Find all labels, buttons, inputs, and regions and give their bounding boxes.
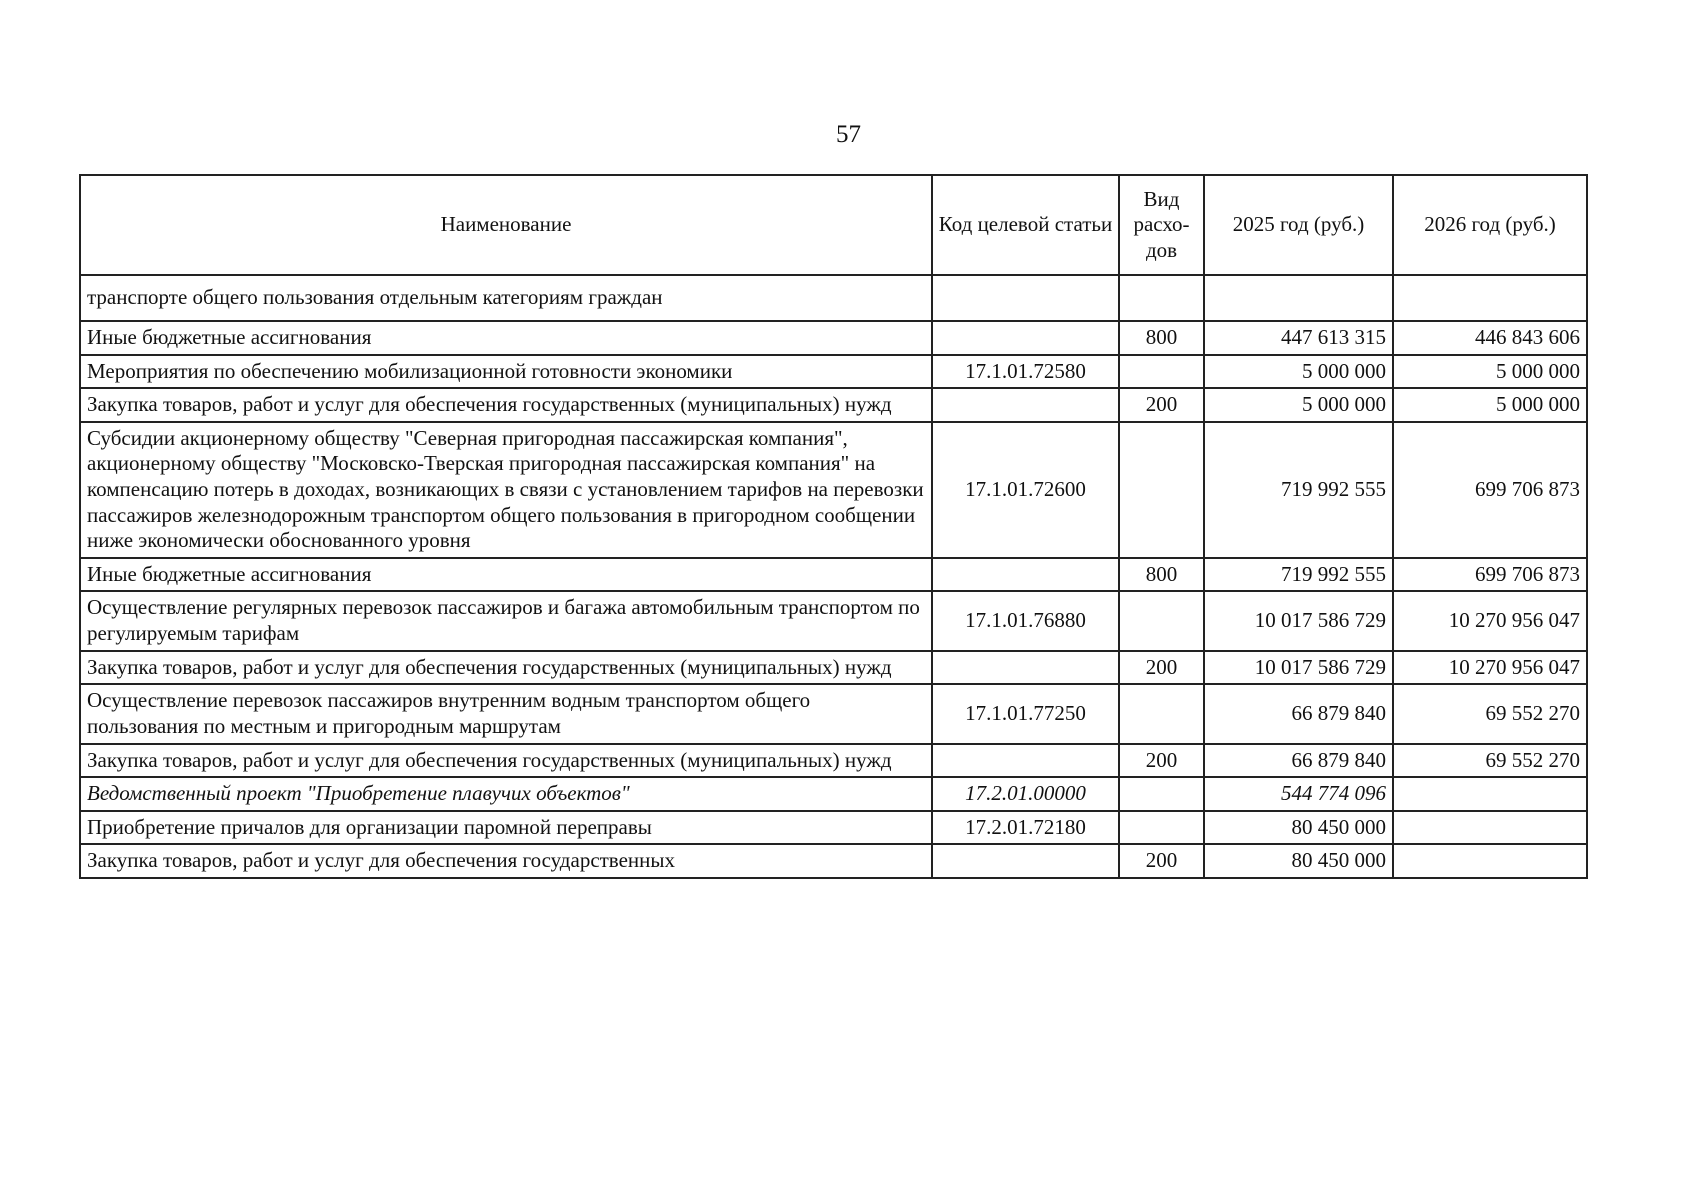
cell-amount-2026: 69 552 270 xyxy=(1393,684,1587,743)
cell-name: Закупка товаров, работ и услуг для обеспечения государственных (муниципальных) нужд xyxy=(80,388,932,422)
table-row xyxy=(80,811,1587,845)
cell-target-code: 17.2.01.72180 xyxy=(932,811,1119,845)
header-2025: 2025 год (руб.) xyxy=(1204,175,1393,275)
cell-amount-2025: 10 017 586 729 xyxy=(1204,591,1393,650)
cell-amount-2025: 80 450 000 xyxy=(1204,811,1393,845)
cell-target-code: 17.1.01.76880 xyxy=(932,591,1119,650)
cell-amount-2026 xyxy=(1393,844,1587,878)
cell-amount-2025: 5 000 000 xyxy=(1204,388,1393,422)
cell-expense-type: 200 xyxy=(1119,844,1204,878)
cell-amount-2026 xyxy=(1393,777,1587,811)
budget-table xyxy=(79,174,1588,879)
table-row xyxy=(80,591,1587,650)
table-row xyxy=(80,684,1587,743)
cell-amount-2026: 699 706 873 xyxy=(1393,422,1587,558)
cell-expense-type xyxy=(1119,811,1204,845)
cell-expense-type xyxy=(1119,777,1204,811)
cell-name: Иные бюджетные ассигнования xyxy=(80,321,932,355)
header-2026: 2026 год (руб.) xyxy=(1393,175,1587,275)
cell-amount-2026: 10 270 956 047 xyxy=(1393,591,1587,650)
cell-amount-2025: 447 613 315 xyxy=(1204,321,1393,355)
cell-expense-type xyxy=(1119,684,1204,743)
table-row xyxy=(80,777,1587,811)
cell-target-code: 17.1.01.72580 xyxy=(932,355,1119,389)
cell-target-code: 17.1.01.72600 xyxy=(932,422,1119,558)
cell-name: Иные бюджетные ассигнования xyxy=(80,558,932,592)
cell-name: Ведомственный проект "Приобретение плавучих объектов" xyxy=(80,777,932,811)
table-row xyxy=(80,321,1587,355)
cell-expense-type: 200 xyxy=(1119,744,1204,778)
cell-target-code xyxy=(932,558,1119,592)
cell-expense-type: 200 xyxy=(1119,651,1204,685)
cell-target-code: 17.1.01.77250 xyxy=(932,684,1119,743)
cell-amount-2025: 80 450 000 xyxy=(1204,844,1393,878)
table-row xyxy=(80,388,1587,422)
cell-expense-type: 800 xyxy=(1119,558,1204,592)
cell-amount-2026: 69 552 270 xyxy=(1393,744,1587,778)
cell-amount-2026: 699 706 873 xyxy=(1393,558,1587,592)
cell-amount-2025: 5 000 000 xyxy=(1204,355,1393,389)
cell-amount-2026: 5 000 000 xyxy=(1393,355,1587,389)
cell-name: Закупка товаров, работ и услуг для обеспечения государственных (муниципальных) нужд xyxy=(80,744,932,778)
cell-amount-2025: 66 879 840 xyxy=(1204,684,1393,743)
cell-amount-2026: 5 000 000 xyxy=(1393,388,1587,422)
table-row xyxy=(80,558,1587,592)
cell-amount-2025: 719 992 555 xyxy=(1204,558,1393,592)
cell-target-code xyxy=(932,844,1119,878)
cell-name: Закупка товаров, работ и услуг для обеспечения государственных (муниципальных) нужд xyxy=(80,651,932,685)
table-row xyxy=(80,422,1587,558)
header-row xyxy=(80,175,1587,275)
table-row xyxy=(80,275,1587,321)
header-kind: Вид расхо-дов xyxy=(1119,175,1204,275)
header-name: Наименование xyxy=(80,175,932,275)
cell-expense-type xyxy=(1119,355,1204,389)
header-code: Код целевой статьи xyxy=(932,175,1119,275)
cell-target-code xyxy=(932,321,1119,355)
cell-expense-type xyxy=(1119,275,1204,321)
table-row xyxy=(80,744,1587,778)
cell-target-code xyxy=(932,651,1119,685)
cell-target-code xyxy=(932,275,1119,321)
cell-name: Приобретение причалов для организации паромной переправы xyxy=(80,811,932,845)
cell-amount-2026 xyxy=(1393,811,1587,845)
table-row xyxy=(80,844,1587,878)
cell-amount-2025: 66 879 840 xyxy=(1204,744,1393,778)
cell-amount-2026: 446 843 606 xyxy=(1393,321,1587,355)
cell-amount-2026 xyxy=(1393,275,1587,321)
cell-amount-2025 xyxy=(1204,275,1393,321)
cell-expense-type: 800 xyxy=(1119,321,1204,355)
cell-amount-2025: 10 017 586 729 xyxy=(1204,651,1393,685)
cell-target-code xyxy=(932,744,1119,778)
page-number: 57 xyxy=(836,121,861,148)
cell-name: Субсидии акционерному обществу "Северная пригородная пассажирская компания", акционерному обществу "Московско-Тверская пригородная пассажирская компания" на компенсацию потерь в доходах, возникающих в связи с установлением тарифов на перевозки пассажиров железнодорожным транспортом общего пользования в пригородном сообщении ниже экономически обоснованного уровня xyxy=(80,422,932,558)
cell-amount-2026: 10 270 956 047 xyxy=(1393,651,1587,685)
cell-expense-type xyxy=(1119,591,1204,650)
cell-name: Осуществление регулярных перевозок пассажиров и багажа автомобильным транспортом по регулируемым тарифам xyxy=(80,591,932,650)
table-row xyxy=(80,651,1587,685)
table-row xyxy=(80,355,1587,389)
cell-amount-2025: 544 774 096 xyxy=(1204,777,1393,811)
cell-target-code: 17.2.01.00000 xyxy=(932,777,1119,811)
cell-expense-type xyxy=(1119,422,1204,558)
cell-name: Мероприятия по обеспечению мобилизационной готовности экономики xyxy=(80,355,932,389)
cell-expense-type: 200 xyxy=(1119,388,1204,422)
cell-name: Осуществление перевозок пассажиров внутренним водным транспортом общего пользования по местным и пригородным маршрутам xyxy=(80,684,932,743)
cell-amount-2025: 719 992 555 xyxy=(1204,422,1393,558)
cell-name: Закупка товаров, работ и услуг для обеспечения государственных xyxy=(80,844,932,878)
cell-target-code xyxy=(932,388,1119,422)
cell-name: транспорте общего пользования отдельным категориям граждан xyxy=(80,275,932,321)
